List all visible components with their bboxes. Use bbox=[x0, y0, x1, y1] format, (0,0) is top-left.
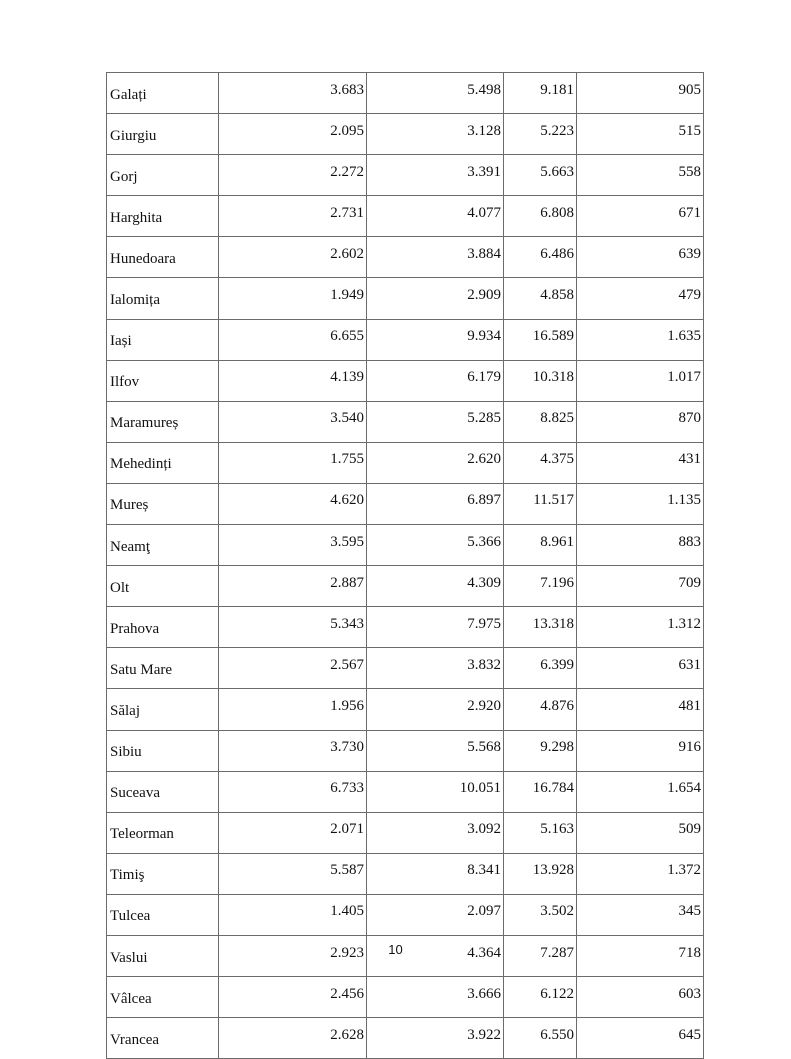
value-cell-col3: 9.181 bbox=[504, 73, 577, 114]
county-name-cell: Satu Mare bbox=[107, 648, 219, 689]
value-cell-col3: 9.298 bbox=[504, 730, 577, 771]
value-cell-col2: 4.309 bbox=[367, 566, 504, 607]
value-cell-col1: 2.887 bbox=[219, 566, 367, 607]
county-name-cell: Gorj bbox=[107, 155, 219, 196]
value-cell-col4: 671 bbox=[577, 196, 704, 237]
value-cell-col2: 4.077 bbox=[367, 196, 504, 237]
county-data-table bbox=[106, 72, 704, 1059]
value-cell-col4: 603 bbox=[577, 977, 704, 1018]
table-row bbox=[107, 73, 704, 114]
table-row bbox=[107, 566, 704, 607]
value-cell-col2: 10.051 bbox=[367, 771, 504, 812]
value-cell-col3: 10.318 bbox=[504, 360, 577, 401]
value-cell-col4: 558 bbox=[577, 155, 704, 196]
value-cell-col1: 5.587 bbox=[219, 853, 367, 894]
value-cell-col4: 1.312 bbox=[577, 607, 704, 648]
value-cell-col1: 3.730 bbox=[219, 730, 367, 771]
value-cell-col4: 639 bbox=[577, 237, 704, 278]
table-row bbox=[107, 525, 704, 566]
value-cell-col2: 3.092 bbox=[367, 812, 504, 853]
value-cell-col1: 2.567 bbox=[219, 648, 367, 689]
county-name-cell: Mehedinți bbox=[107, 442, 219, 483]
value-cell-col4: 1.635 bbox=[577, 319, 704, 360]
value-cell-col3: 13.928 bbox=[504, 853, 577, 894]
value-cell-col1: 2.456 bbox=[219, 977, 367, 1018]
value-cell-col4: 905 bbox=[577, 73, 704, 114]
value-cell-col3: 11.517 bbox=[504, 483, 577, 524]
value-cell-col1: 3.595 bbox=[219, 525, 367, 566]
county-name-cell: Mureș bbox=[107, 483, 219, 524]
table-row bbox=[107, 648, 704, 689]
value-cell-col4: 1.372 bbox=[577, 853, 704, 894]
county-name-cell: Vrancea bbox=[107, 1018, 219, 1059]
value-cell-col4: 1.017 bbox=[577, 360, 704, 401]
table-row bbox=[107, 196, 704, 237]
value-cell-col4: 509 bbox=[577, 812, 704, 853]
value-cell-col2: 7.975 bbox=[367, 607, 504, 648]
value-cell-col4: 631 bbox=[577, 648, 704, 689]
value-cell-col1: 1.755 bbox=[219, 442, 367, 483]
value-cell-col2: 3.666 bbox=[367, 977, 504, 1018]
value-cell-col4: 718 bbox=[577, 935, 704, 976]
value-cell-col4: 870 bbox=[577, 401, 704, 442]
value-cell-col2: 3.391 bbox=[367, 155, 504, 196]
value-cell-col2: 2.620 bbox=[367, 442, 504, 483]
value-cell-col2: 3.884 bbox=[367, 237, 504, 278]
county-name-cell: Maramureș bbox=[107, 401, 219, 442]
value-cell-col4: 481 bbox=[577, 689, 704, 730]
county-name-cell: Timiş bbox=[107, 853, 219, 894]
page-number: 10 bbox=[388, 942, 403, 957]
value-cell-col2: 3.128 bbox=[367, 114, 504, 155]
table-row bbox=[107, 771, 704, 812]
county-name-cell: Teleorman bbox=[107, 812, 219, 853]
county-name-cell: Suceava bbox=[107, 771, 219, 812]
value-cell-col2: 3.832 bbox=[367, 648, 504, 689]
value-cell-col1: 6.733 bbox=[219, 771, 367, 812]
table-row bbox=[107, 689, 704, 730]
value-cell-col2: 5.366 bbox=[367, 525, 504, 566]
value-cell-col1: 2.731 bbox=[219, 196, 367, 237]
value-cell-col1: 5.343 bbox=[219, 607, 367, 648]
county-name-cell: Prahova bbox=[107, 607, 219, 648]
value-cell-col1: 4.620 bbox=[219, 483, 367, 524]
value-cell-col3: 13.318 bbox=[504, 607, 577, 648]
value-cell-col3: 16.784 bbox=[504, 771, 577, 812]
county-name-cell: Sălaj bbox=[107, 689, 219, 730]
table-row bbox=[107, 730, 704, 771]
county-name-cell: Tulcea bbox=[107, 894, 219, 935]
value-cell-col4: 1.654 bbox=[577, 771, 704, 812]
value-cell-col3: 4.876 bbox=[504, 689, 577, 730]
value-cell-col1: 6.655 bbox=[219, 319, 367, 360]
value-cell-col4: 709 bbox=[577, 566, 704, 607]
county-name-cell: Galați bbox=[107, 73, 219, 114]
value-cell-col4: 883 bbox=[577, 525, 704, 566]
value-cell-col2: 3.922 bbox=[367, 1018, 504, 1059]
value-cell-col1: 2.628 bbox=[219, 1018, 367, 1059]
value-cell-col4: 515 bbox=[577, 114, 704, 155]
value-cell-col3: 5.663 bbox=[504, 155, 577, 196]
table-row bbox=[107, 812, 704, 853]
value-cell-col3: 7.196 bbox=[504, 566, 577, 607]
value-cell-col2: 2.909 bbox=[367, 278, 504, 319]
county-name-cell: Sibiu bbox=[107, 730, 219, 771]
value-cell-col3: 4.375 bbox=[504, 442, 577, 483]
value-cell-col1: 2.602 bbox=[219, 237, 367, 278]
table-row bbox=[107, 360, 704, 401]
table-row bbox=[107, 607, 704, 648]
table-row bbox=[107, 319, 704, 360]
county-name-cell: Neamţ bbox=[107, 525, 219, 566]
table-row bbox=[107, 977, 704, 1018]
county-name-cell: Hunedoara bbox=[107, 237, 219, 278]
value-cell-col1: 2.071 bbox=[219, 812, 367, 853]
county-name-cell: Olt bbox=[107, 566, 219, 607]
value-cell-col4: 1.135 bbox=[577, 483, 704, 524]
value-cell-col3: 4.858 bbox=[504, 278, 577, 319]
value-cell-col1: 1.956 bbox=[219, 689, 367, 730]
table-row bbox=[107, 114, 704, 155]
value-cell-col1: 4.139 bbox=[219, 360, 367, 401]
value-cell-col3: 3.502 bbox=[504, 894, 577, 935]
county-name-cell: Giurgiu bbox=[107, 114, 219, 155]
value-cell-col4: 479 bbox=[577, 278, 704, 319]
table-row bbox=[107, 155, 704, 196]
county-name-cell: Vaslui bbox=[107, 935, 219, 976]
value-cell-col3: 6.122 bbox=[504, 977, 577, 1018]
table-row bbox=[107, 237, 704, 278]
value-cell-col3: 8.961 bbox=[504, 525, 577, 566]
value-cell-col2: 6.897 bbox=[367, 483, 504, 524]
table-row bbox=[107, 483, 704, 524]
table-row bbox=[107, 401, 704, 442]
value-cell-col2: 2.097 bbox=[367, 894, 504, 935]
value-cell-col1: 1.949 bbox=[219, 278, 367, 319]
value-cell-col1: 2.272 bbox=[219, 155, 367, 196]
value-cell-col1: 2.923 bbox=[219, 935, 367, 976]
table-row bbox=[107, 894, 704, 935]
value-cell-col3: 6.399 bbox=[504, 648, 577, 689]
value-cell-col3: 6.808 bbox=[504, 196, 577, 237]
value-cell-col3: 5.163 bbox=[504, 812, 577, 853]
county-name-cell: Ilfov bbox=[107, 360, 219, 401]
county-name-cell: Harghita bbox=[107, 196, 219, 237]
value-cell-col3: 6.550 bbox=[504, 1018, 577, 1059]
value-cell-col4: 916 bbox=[577, 730, 704, 771]
value-cell-col1: 1.405 bbox=[219, 894, 367, 935]
value-cell-col3: 6.486 bbox=[504, 237, 577, 278]
value-cell-col1: 3.540 bbox=[219, 401, 367, 442]
county-name-cell: Ialomița bbox=[107, 278, 219, 319]
value-cell-col1: 3.683 bbox=[219, 73, 367, 114]
table-row bbox=[107, 442, 704, 483]
value-cell-col2: 4.364 bbox=[367, 935, 504, 976]
table-row bbox=[107, 278, 704, 319]
county-name-cell: Vâlcea bbox=[107, 977, 219, 1018]
table-body bbox=[107, 73, 704, 1059]
value-cell-col2: 5.568 bbox=[367, 730, 504, 771]
value-cell-col4: 431 bbox=[577, 442, 704, 483]
value-cell-col2: 2.920 bbox=[367, 689, 504, 730]
value-cell-col2: 9.934 bbox=[367, 319, 504, 360]
value-cell-col3: 16.589 bbox=[504, 319, 577, 360]
county-name-cell: Iași bbox=[107, 319, 219, 360]
value-cell-col1: 2.095 bbox=[219, 114, 367, 155]
value-cell-col3: 5.223 bbox=[504, 114, 577, 155]
value-cell-col4: 345 bbox=[577, 894, 704, 935]
value-cell-col3: 7.287 bbox=[504, 935, 577, 976]
value-cell-col2: 8.341 bbox=[367, 853, 504, 894]
table-row bbox=[107, 853, 704, 894]
value-cell-col2: 5.498 bbox=[367, 73, 504, 114]
value-cell-col4: 645 bbox=[577, 1018, 704, 1059]
value-cell-col2: 6.179 bbox=[367, 360, 504, 401]
value-cell-col2: 5.285 bbox=[367, 401, 504, 442]
value-cell-col3: 8.825 bbox=[504, 401, 577, 442]
